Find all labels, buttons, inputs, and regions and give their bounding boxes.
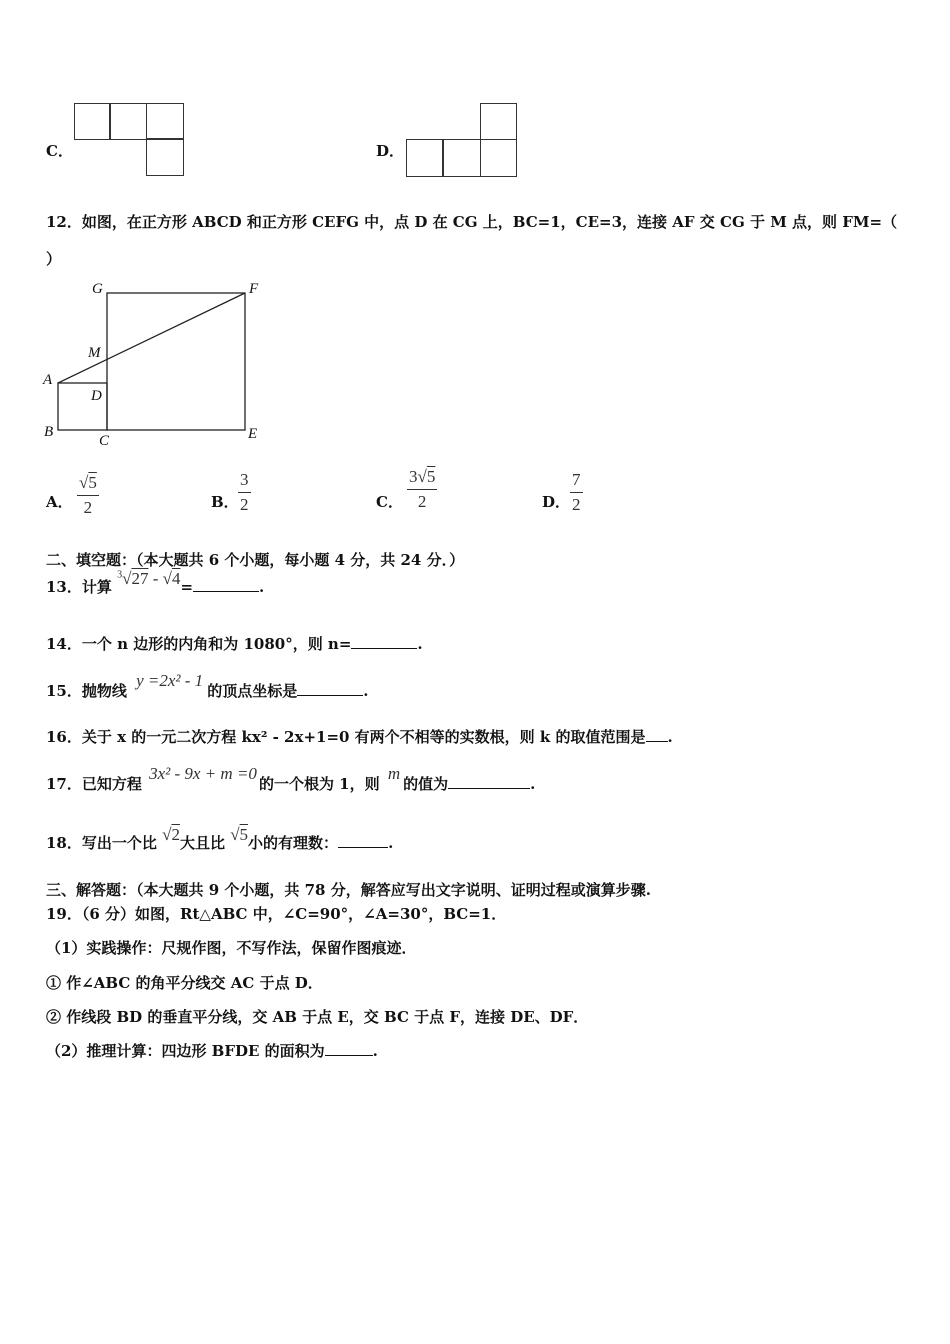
label-f: F (249, 281, 259, 297)
q17: 17．已知方程 3x² - 9x + m =0的一个根为 1，则 m的值为 . (46, 764, 536, 793)
label-e: E (248, 426, 258, 442)
label-a: A (43, 372, 53, 388)
option-c-label: C． (46, 142, 73, 160)
q12-figure (40, 278, 270, 450)
q19-step1: ① 作∠ABC 的角平分线交 AC 于点 D． (46, 974, 323, 992)
q12-text: 12．如图，在正方形 ABCD 和正方形 CEFG 中，点 D 在 CG 上，BC=1，CE=3，连接 AF 交 CG 于 M 点，则 FM=（ (46, 213, 898, 231)
q18: 18．写出一个比 √2大且比 √5小的有理数： . (46, 825, 394, 852)
q13: 13．计算 $^3$√27 - √4= . (46, 569, 265, 596)
q19-intro: 19．（6 分）如图，Rt△ABC 中，∠C=90°，∠A=30°，BC=1． (46, 905, 507, 923)
section2-heading: 二、填空题：（本大题共 6 个小题，每小题 4 分，共 24 分．） (46, 551, 465, 569)
q12-close: ） (46, 250, 62, 268)
label-c: C (99, 433, 110, 449)
q12-option-d-frac: $\frac{7}{2}$ (572, 470, 581, 514)
option-d-label: D． (376, 142, 405, 160)
q16: 16．关于 x 的一元二次方程 kx² - 2x+1=0 有两个不相等的实数根，则 k 的取值范围是 . (46, 728, 673, 746)
label-b: B (44, 424, 54, 440)
label-m: M (88, 345, 101, 361)
q19-part2: （2）推理计算：四边形 BFDE 的面积为 . (46, 1042, 378, 1060)
q12-option-b-label: B． (211, 493, 239, 511)
q12-option-c-frac: $\frac{3√5}{2}$ (409, 467, 436, 511)
label-d: D (91, 388, 102, 404)
q12-option-c-label: C． (376, 493, 403, 511)
q12-option-a-frac: $\frac{√5}{2}$ (79, 473, 97, 517)
q12-option-b-frac: $\frac{3}{2}$ (240, 470, 249, 514)
label-g: G (92, 281, 103, 297)
q19-part1: （1）实践操作：尺规作图，不写作法，保留作图痕迹． (46, 939, 417, 957)
section3-heading: 三、解答题：（本大题共 9 个小题，共 78 分，解答应写出文字说明、证明过程或演算步骤. (46, 881, 651, 899)
q19-step2: ② 作线段 BD 的垂直平分线，交 AB 于点 E，交 BC 于点 F，连接 DE、DF． (46, 1008, 589, 1026)
q12-option-a-label: A． (46, 493, 73, 511)
q15: 15．抛物线 y =2x² - 1的顶点坐标是 . (46, 671, 369, 700)
q12-option-d-label: D． (542, 493, 571, 511)
q14: 14．一个 n 边形的内角和为 1080°，则 n= . (46, 635, 423, 653)
